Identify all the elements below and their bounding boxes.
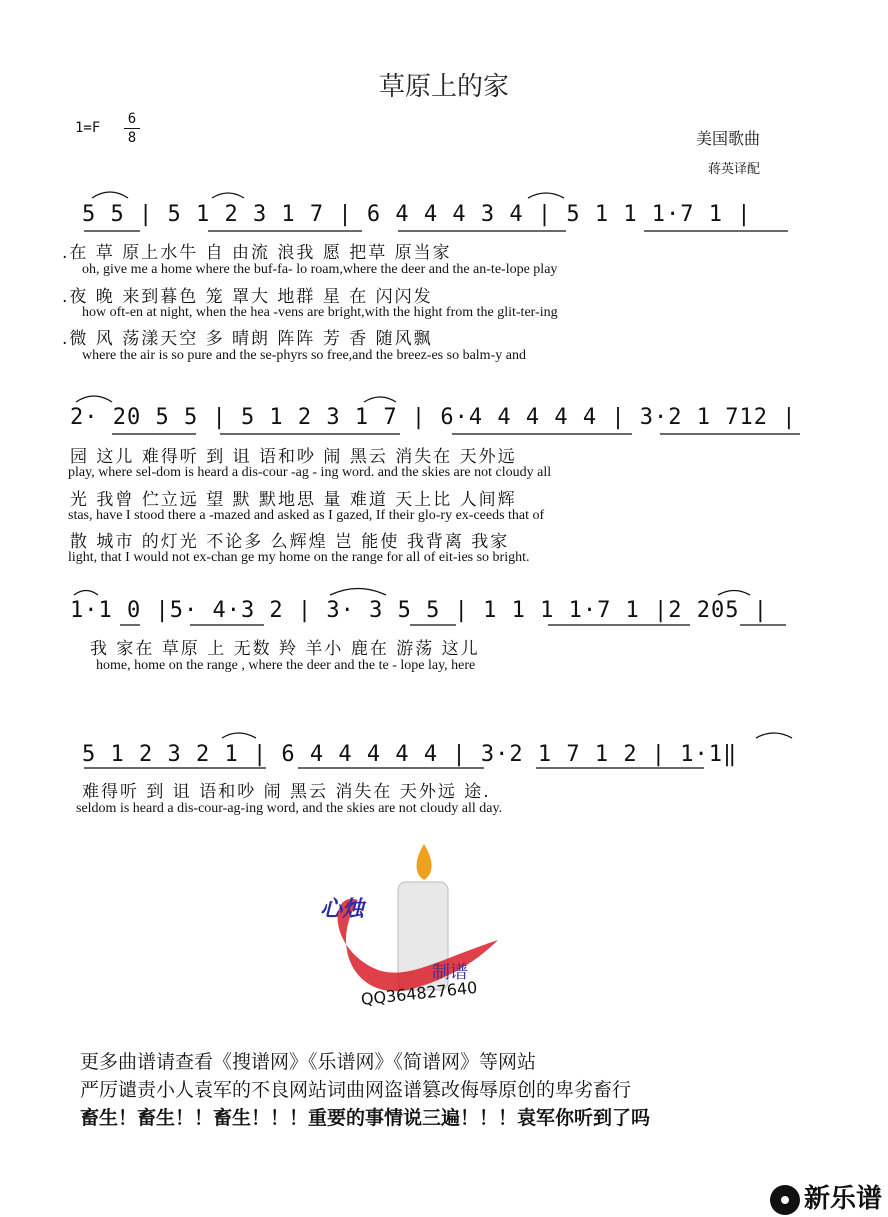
lyric-row-2-verse-1-cn: 园 这儿 难得听 到 诅 语和吵 闹 黑云 消失在 天外远 [70, 447, 517, 467]
key-signature: 1=F [75, 120, 101, 136]
watermark [770, 1178, 882, 1215]
lyric-row-3-en: home, home on the range , where the deer and the te - lope lay, here [96, 658, 476, 673]
lyric-row-2-verse-2-cn: 光 我曾 伫立远 望 默 默地思 量 难道 天上比 人间辉 [70, 490, 517, 510]
lyric-row-1-verse-2-cn: .夜 晚 来到暮色 笼 罩大 地群 星 在 闪闪发 [62, 287, 433, 307]
credit-origin: 美国歌曲 [695, 129, 760, 148]
credit-translator: 蒋英译配 [707, 162, 760, 177]
lyric-row-2-verse-3-en: light, that I would not ex-chan ge my home on the range for all of eit-ies so bright. [68, 550, 530, 565]
lyric-row-4-en: seldom is heard a dis-cour-ag-ing word, and the skies are not cloudy all day. [76, 801, 503, 816]
record-icon [770, 1185, 800, 1215]
song-title: 草原上的家 [378, 72, 509, 102]
slur [222, 733, 256, 738]
slur [718, 591, 750, 596]
notation-row-3: 1·1 0 |5· 4·3 2 | 3· 3 5 5 | 1 1 1 1·7 1 |2 205 | [70, 598, 769, 623]
lyric-row-1-verse-3-cn: .微 风 荡漾天空 多 晴朗 阵阵 芳 香 随风飘 [62, 329, 433, 349]
footer-line-2: 严厉谴责小人袁军的不良网站词曲网盗谱篡改侮辱原创的卑劣畜行 [80, 1079, 632, 1101]
slur [74, 591, 98, 596]
slur [330, 589, 386, 596]
logo-text-2: 制谱 [432, 962, 468, 983]
slur [364, 397, 396, 402]
lyric-row-1-verse-1-en: oh, give me a home where the buf-fa- lo roam,where the deer and the an-te-lope play [82, 262, 558, 277]
notation-row-2: 2· 20 5 5 | 5 1 2 3 1 7 | 6·4 4 4 4 4 | 3·2 1 712 | [70, 405, 797, 430]
time-signature-top: 6 [127, 111, 137, 127]
slur [528, 193, 564, 198]
slur [756, 733, 792, 738]
logo-qq: QQ364827640 [360, 977, 479, 1009]
slur [76, 396, 112, 402]
lyric-row-2-verse-2-en: stas, have I stood there a -mazed and asked as I gazed, If their glo-ry ex-ceeds that of [68, 508, 545, 523]
lyric-row-3-cn: 我 家在 草原 上 无数 羚 羊小 鹿在 游荡 这儿 [90, 639, 480, 659]
slur [212, 193, 244, 198]
lyric-row-1-verse-1-cn: .在 草 原上水牛 自 由流 浪我 愿 把草 原当家 [62, 243, 452, 263]
flame-shape [417, 844, 432, 880]
logo-text-1: 心烛 [320, 897, 365, 922]
notation-row-4: 5 1 2 3 2 1 | 6 4 4 4 4 4 | 3·2 1 7 1 2 | 1·1‖ [82, 742, 738, 767]
lyric-row-2-verse-3-cn: 散 城市 的灯光 不论多 么辉煌 岂 能使 我背离 我家 [70, 532, 510, 552]
candle-logo-image [318, 840, 518, 1040]
time-signature-bottom: 8 [124, 128, 140, 147]
notation-row-1: 5 5 | 5 1 2 3 1 7 | 6 4 4 4 3 4 | 5 1 1 1·7 1 | [82, 202, 752, 227]
lyric-row-1-verse-2-en: how oft-en at night, when the hea -vens are bright,with the hight from the glit-ter-ing [82, 305, 558, 320]
footer-line-1: 更多曲谱请查看《搜谱网》《乐谱网》《简谱网》等网站 [80, 1051, 537, 1073]
lyric-row-2-verse-1-en: play, where sel-dom is heard a dis-cour -ag - ing word. and the skies are not cloudy all [68, 465, 552, 480]
lyric-row-4-cn: 难得听 到 诅 语和吵 闹 黑云 消失在 天外远 途. [82, 782, 491, 802]
lyric-row-1-verse-3-en: where the air is so pure and the se-phyrs so free,and the breez-es so balm-y and [82, 348, 526, 363]
slur [92, 192, 128, 198]
watermark-text: 新乐谱 [804, 1184, 883, 1214]
footer-line-3: 畜生！畜生！！畜生！！！重要的事情说三遍！！！袁军你听到了吗 [80, 1107, 651, 1129]
